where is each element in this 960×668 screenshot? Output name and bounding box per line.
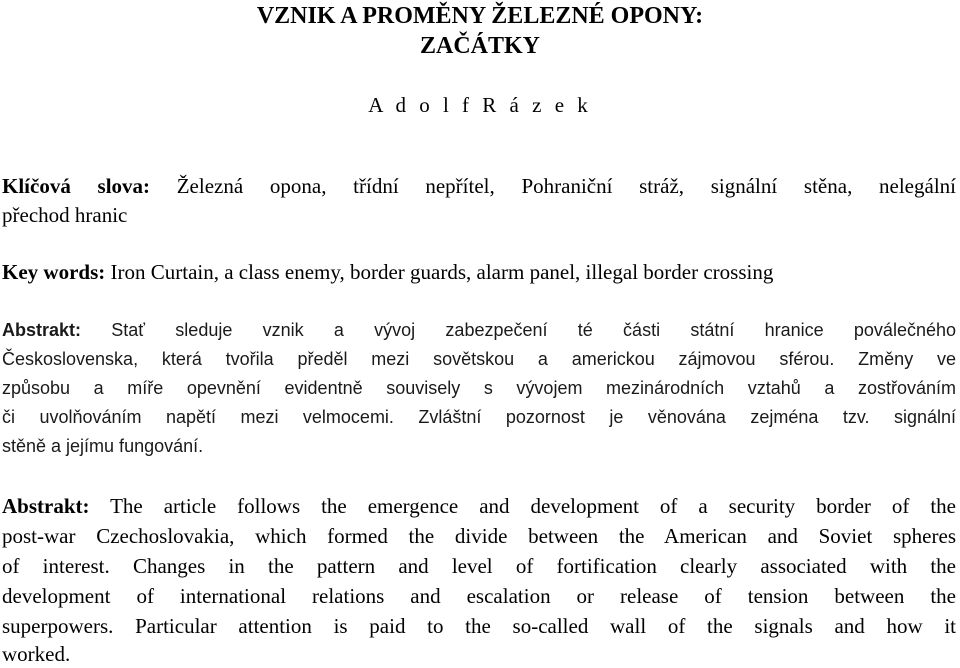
keywords-en-label: Key words: — [2, 260, 106, 284]
keywords-en-line — [2, 258, 956, 286]
keywords-cz-line-2: přechod hranic — [2, 203, 128, 227]
abstract-en-line-3: of interest. Changes in the pattern and level of fortification clearly associated with the — [2, 554, 956, 578]
keywords-en-text: Iron Curtain, a class enemy, border guards, alarm panel, illegal border crossing — [105, 260, 774, 284]
author-name: A d o l f R á z e k — [368, 93, 592, 117]
abstract-en-line-6: worked. — [2, 642, 71, 666]
paper-title-line-2: ZAČÁTKY — [419, 33, 540, 59]
abstract-en-label: Abstrakt: — [2, 494, 90, 518]
abstract-cz-line-5: stěně a jejímu fungování. — [2, 436, 204, 456]
abstract-en-line-4: development of international relations and escalation or release of tension between the — [2, 584, 956, 608]
keywords-cz-line-1 — [2, 172, 956, 200]
paper-title-line-1: VZNIK A PROMĚNY ŽELEZNÉ OPONY: — [256, 3, 704, 29]
abstract-cz-line-1 — [2, 316, 956, 344]
abstract-cz-line-3: způsobu a míře opevnění evidentně souvisely s vývojem mezinárodních vztahů a zostřováním — [2, 378, 956, 398]
abstract-en-line-2: post-war Czechoslovakia, which formed the divide between the American and Soviet spheres — [2, 524, 956, 548]
abstract-en-line-1 — [2, 492, 956, 520]
abstract-cz-line-2: Československa, která tvořila předěl mezi sovětskou a americkou zájmovou sférou. Změny ve — [2, 349, 956, 369]
abstract-en-line-5: superpowers. Particular attention is paid to the so-called wall of the signals and how it — [2, 614, 956, 638]
abstract-en-text-1: The article follows the emergence and development of a security border of the — [89, 494, 956, 518]
abstract-cz-label: Abstrakt: — [2, 320, 82, 340]
keywords-cz-text: Železná opona, třídní nepřítel, Pohraniční stráž, signální stěna, nelegální — [150, 174, 956, 198]
keywords-cz-label: Klíčová slova: — [2, 174, 151, 198]
abstract-cz-text-1: Stať sleduje vznik a vývoj zabezpečení té části státní hranice poválečného — [81, 320, 956, 340]
abstract-cz-line-4: či uvolňováním napětí mezi velmocemi. Zvláštní pozornost je věnována zejména tzv. signální — [2, 407, 956, 427]
